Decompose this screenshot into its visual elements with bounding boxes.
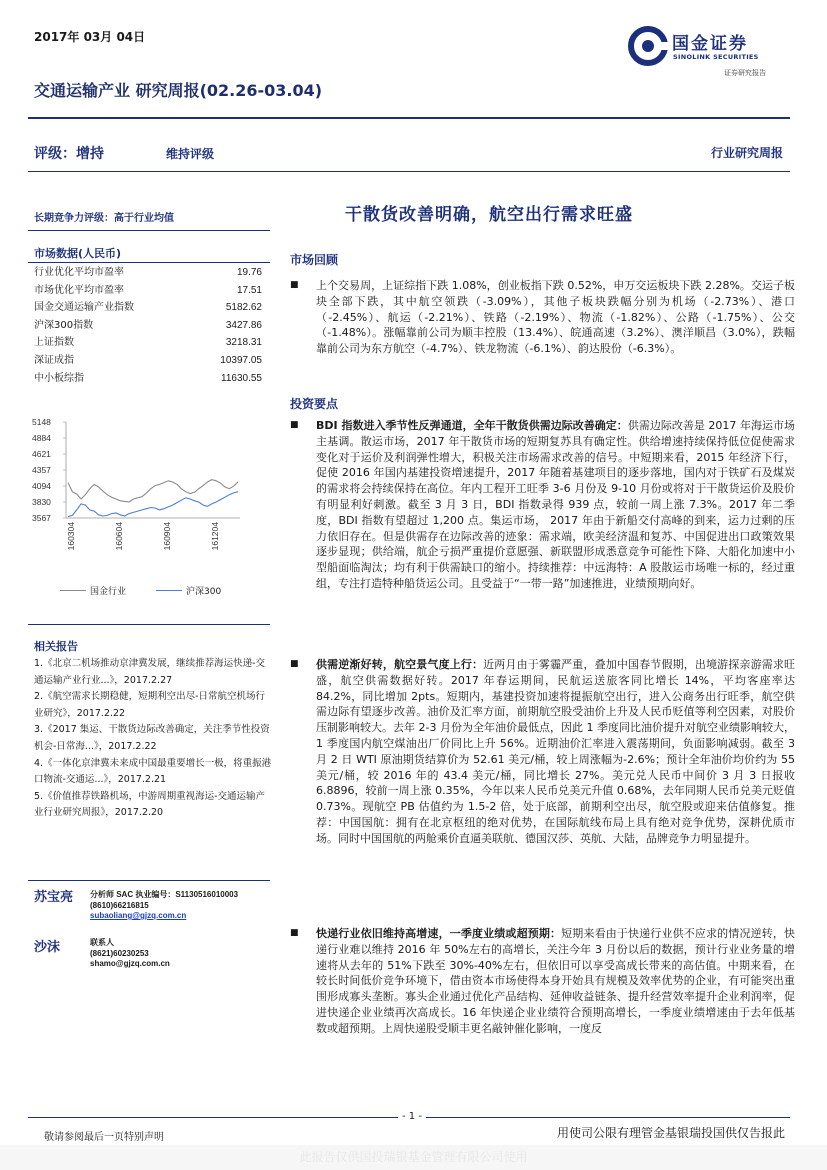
bullet-icon: ■	[290, 928, 299, 938]
related-report-link[interactable]: 3.《2017 集运、干散货边际改善确定，关注季节性投资机会-日常海...》，2017.2.22	[34, 724, 270, 752]
y-tick-label: 5148	[32, 417, 51, 427]
market-data-row	[34, 264, 262, 282]
legend-label: 沪深300	[186, 587, 222, 597]
analyst-email-link[interactable]: shamo@gjzq.com.cn	[90, 959, 170, 968]
y-tick-label: 4884	[32, 433, 51, 444]
series-line	[68, 492, 238, 517]
chart-legend	[60, 584, 221, 597]
point-text: 短期来看由于快递行业供不应求的情况逆转，快递行业难以维持 2016 年 50%左右的高增长，关注今年 3 月份以后的数据，预计行业业务量的增速将从去年的 51%下跌至 30%-40%左右，但依旧可以享受高成长带来的高估值。中期来看，在较长时间低价竞争环境下，借由资本市场使得本身开始具有规模及效率优势的企业，有可能突出重围形成寡头垄断。寡头企业通过优化产品结构、延伸收益链条、提升经营效率提升企业利润率，促进快递企业业绩再次高成长。16 年快递企业业绩符合预期高增长，一季度业绩增速由于去年低基数或超预期。上周快递股受顺丰更名敲钟催化影响，一度反	[316, 927, 796, 1035]
usage-notice: 用使司公限有理管金基银瑞投国供仅告报此	[556, 1126, 785, 1140]
rating-divider	[28, 171, 790, 172]
related-report-link[interactable]: 4.《一体化京津冀未来成中国最重要增长一极，将重振港口物流-交通运...》，2017.2.21	[34, 757, 272, 786]
point-lead: 供需逆渐好转，航空景气度上行：	[316, 658, 484, 671]
market-data-value: 5182.62	[225, 302, 262, 314]
market-data-value: 10397.05	[220, 354, 262, 366]
market-data-label: 上证指数	[34, 337, 74, 349]
market-data-row	[34, 370, 262, 388]
legend-swatch-icon	[60, 590, 86, 591]
point-paragraph	[290, 418, 795, 592]
market-data-label: 中小板综指	[34, 372, 84, 384]
y-tick-label: 3830	[32, 497, 51, 508]
x-tick-label: 160904	[162, 522, 172, 551]
market-data-row	[34, 299, 262, 317]
analyst-email-link[interactable]: subaoliang@gjzq.com.cn	[90, 911, 187, 920]
point-body	[316, 657, 795, 847]
x-tick-label: 160604	[114, 522, 124, 551]
report-date: 2017年 03月 04日	[34, 30, 146, 44]
market-data-row	[34, 282, 262, 300]
section-title-market: 市场回顾	[290, 253, 339, 267]
analyst-name: 沙沫	[34, 940, 61, 955]
market-data-value: 3427.86	[225, 319, 262, 331]
analyst-name: 苏宝亮	[34, 890, 74, 905]
logo-subtitle: 证券研究报告	[724, 69, 766, 77]
x-tick-label: 161204	[210, 522, 220, 551]
analyst-phone: (8621)60230253	[90, 948, 149, 958]
y-tick-label: 4094	[32, 481, 51, 491]
bullet-icon: ■	[290, 659, 299, 669]
header-divider	[28, 117, 790, 119]
report-type-label: 行业研究周报	[710, 146, 783, 160]
related-report-link[interactable]: 5.《价值推荐铁路机场，中游周期重视海运-交通运输产业行业研究周报》，2017.2.20	[34, 790, 265, 819]
analyst-phone: (8610)66216815	[90, 900, 149, 910]
y-tick-label: 4357	[32, 465, 51, 476]
bullet-icon: ■	[290, 280, 299, 290]
market-data-label: 国金交通运输产业指数	[34, 302, 134, 314]
index-line-chart	[30, 410, 250, 580]
market-data-value: 17.51	[236, 284, 262, 296]
market-data-label: 沪深300指数	[34, 319, 94, 331]
legend-item	[156, 584, 221, 597]
market-data-row	[34, 334, 262, 352]
related-report-link[interactable]: 2.《航空需求长期稳健，短期利空出尽-日常航空机场行业研究》，2017.2.22	[34, 691, 265, 719]
sinolink-logo	[628, 26, 793, 86]
related-reports-title: 相关报告	[34, 640, 78, 653]
rating-label: 评级：增持	[34, 146, 104, 162]
point-body	[316, 926, 795, 1037]
point-text: 近两月由于雾霾严重，叠加中国春节假期，出境游探亲游需求旺盛，航空供需数据好转。2017 年春运期间，民航运送旅客同比增长 14%，平均客座率达 84.2%，同比增加 2pts。短期内，基建投资加速将提振航空出行，进入公商务出行旺季，航空供需边际有望逐步改善。油价及汇率方面，前期航空股受油价上升及人民币贬值等利空因素，对股价压制影响较大。去年 2-3 月份为全年油价最低点，因此 1 季度同比油价提升对航空业绩影响较大，1 季度国内航空煤油出厂价同比上升 56%。近期油价汇率进入震荡期间，负面影响减弱。截至 3 月 2 日 WTI 原油期货结算价为 52.61 美元/桶，较上周涨幅为-2.6%；预计全年油价均价约为 55 美元/桶，较 2016 年的 43.4 美元/桶，同比增长 27%。美元兑人民币中间价 3 月 3 日报收 6.8896，较前一周上涨 0.35%，今年以来人民币兑美元升值 0.68%，去年同期人民币兑美元贬值 0.73%。现航空 PB 估值约为 1.5-2 倍，处于底部，前期利空出尽，航空股或迎来估值修复。推荐：中国国航：拥有在北京枢纽的绝对优势，在国际航线布局上具有绝对竞争优势，深耕优质市场。同时中国国航的两舱乘价直逼美联航、德国汉莎、英航、大陆，品牌竞争力明显提升。	[316, 658, 796, 845]
related-reports-list	[34, 656, 274, 822]
point-paragraph	[290, 657, 795, 847]
market-review-text: 上个交易周，上证综指下跌 1.08%，创业板指下跌 0.52%，申万交运板块下跌 2.28%。交运子板块全部下跌，其中航空领跌（-3.09%），其他子板块跌幅分别为机场（-2.73%）、港口（-2.45%）、航运（-2.21%）、铁路（-2.19%）、物流（-1.82%）、公路（-1.75%）、公交（-1.48%）。涨幅靠前公司为顺丰控股（13.4%）、皖通高速（3.2%）、澳洋顺昌（3.0%），跌幅靠前公司为东方航空（-4.7%）、铁龙物流（-6.1%）、韵达股份（-6.3%）。	[316, 279, 795, 356]
point-lead: BDI 指数进入季节性反弹通道，全年干散货供需边际改善确定：	[316, 419, 628, 432]
disclaimer-note: 敬请参阅最后一页特别声明	[44, 1132, 164, 1143]
market-data-value: 3218.31	[225, 337, 262, 349]
legend-item	[60, 584, 126, 597]
legend-swatch-icon	[156, 590, 182, 591]
point-body	[316, 418, 795, 592]
report-title: 交通运输产业 研究周报(02.26-03.04)	[34, 81, 323, 100]
y-tick-label: 3567	[32, 513, 51, 523]
market-review-paragraph	[290, 278, 795, 357]
analyst-contact	[90, 890, 238, 922]
maintain-rating-label: 维持评级	[166, 147, 215, 161]
logo-mark-icon	[628, 26, 668, 66]
competitive-rating: 长期竞争力评级：高于行业均值	[34, 213, 174, 224]
legend-label: 国金行业	[90, 587, 127, 597]
market-data-divider	[28, 262, 270, 263]
market-data-label: 行业优化平均市盈率	[34, 267, 124, 278]
logo-english-name: SINOLINK SECURITIES	[673, 53, 759, 61]
analyst-contact	[90, 938, 170, 970]
analyst-role: 联系人	[90, 938, 114, 947]
market-data-row	[34, 352, 262, 370]
y-tick-label: 4621	[32, 449, 51, 459]
point-lead: 快递行业依旧维持高增速，一季度业绩或超预期：	[316, 927, 562, 940]
market-data-label: 深证成指	[34, 354, 74, 366]
report-headline: 干散货改善明确，航空出行需求旺盛	[345, 205, 633, 225]
logo-chinese-name: 国金证券	[672, 34, 748, 54]
market-data-value: 11630.55	[221, 372, 262, 384]
market-data-label: 市场优化平均市盈率	[34, 284, 124, 296]
page-number: - 1 -	[398, 1111, 426, 1122]
point-paragraph	[290, 926, 795, 1037]
series-line	[68, 480, 238, 502]
analysts-divider	[28, 880, 270, 881]
point-text: 供需边际改善是 2017 年海运市场主基调。散运市场，2017 年干散货市场的短期复苏具有确定性。供给增速持续保持低位促使需求变化对于运价及利润弹性增大，积极关注市场需求改善的信号。中短期来看，2015 年经济下行，促使 2016 年国内基建投资增速提升，2017 年随着基建项目的逐步落地，国内对于铁矿石及煤炭的需求将会持续保持在高位。年内工程开工旺季 3-6 月份及 9-10 月份或将对于干散货运价及股价有明显利好刺激。截至 3 月 3 日，BDI 指数录得 939 点，较前一周上涨 7.3%。2017 年二季度，BDI 指数有望超过 1,200 点。集运市场， 2017 年由于新船交付高峰的到来，运力过剩的压力依旧存在。但是供需存在边际改善的迹象：需求端，欧美经济温和复苏、中国促进出口政策效果逐步显现；供给端，航企亏损严重提价意愿强、新联盟形成悉意竞争可能性下降、大船化加速中小型船面临淘汰；均有利于供需缺口的缩小。持续推荐：中远海特：A 股散运市场唯一标的，经过重组，专注打造特种船货运公司。且受益于“一带一路”加速推进，业绩预期向好。	[316, 419, 795, 590]
market-data-title: 市场数据(人民币)	[34, 247, 122, 260]
x-tick-label: 160304	[66, 522, 76, 551]
watermark-text: 此报告仅供国投瑞银基金管理有限公司使用	[0, 1145, 827, 1170]
section-title-points: 投资要点	[290, 397, 339, 411]
market-data-row	[34, 317, 262, 335]
analyst-role: 分析师 SAC 执业编号：S1130516010003	[90, 890, 239, 899]
chart-divider	[28, 624, 270, 625]
sidebar-divider	[28, 230, 270, 231]
market-data-value: 19.76	[236, 267, 262, 278]
market-data-table	[34, 264, 262, 387]
bullet-icon: ■	[290, 420, 299, 430]
related-report-link[interactable]: 1.《北京二机场推动京津冀发展，继续推荐海运快递-交通运输产业行业...》，2017.2.27	[34, 658, 265, 686]
